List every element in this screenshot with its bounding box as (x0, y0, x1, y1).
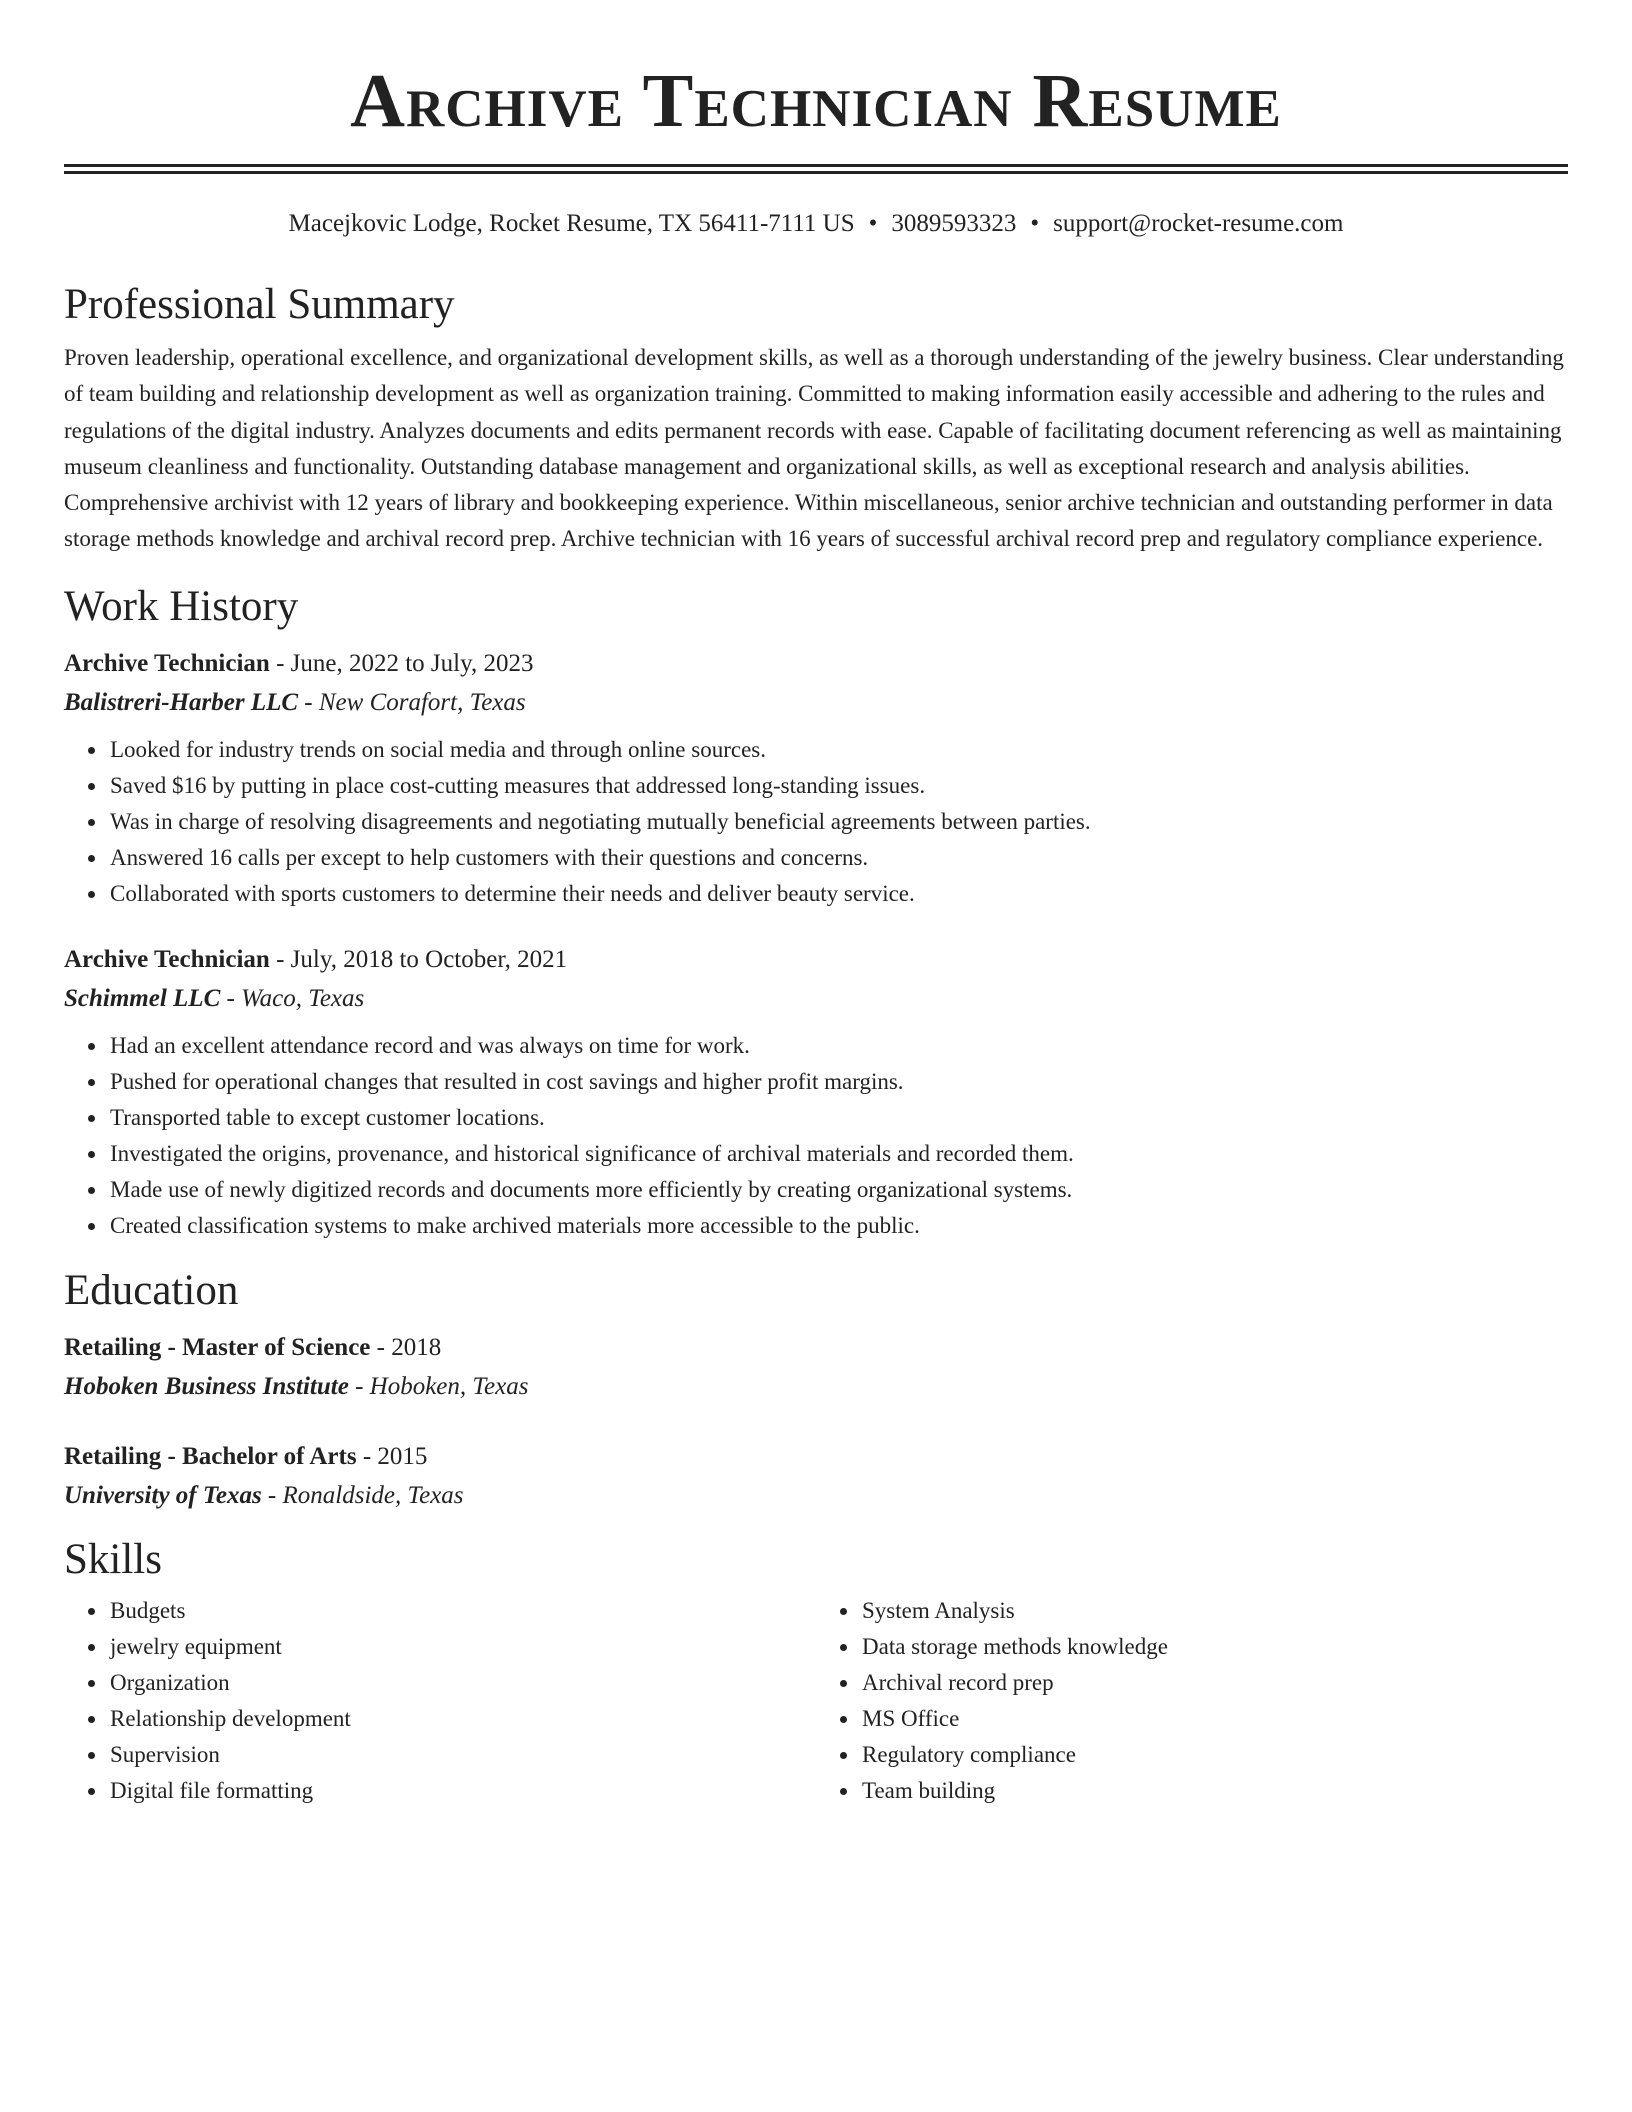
skills-list-right (816, 1593, 1568, 1809)
skills-heading: Skills (64, 1535, 162, 1583)
resume-page (64, 0, 1568, 1809)
school-name: University of Texas (64, 1481, 262, 1509)
job-dates: June, 2022 to July, 2023 (290, 649, 534, 677)
work-entry (64, 940, 1568, 1244)
job-bullet: • Looked for industry trends on social media and through online sources. (108, 732, 1568, 768)
skill-item: • Supervision (108, 1737, 816, 1773)
job-bullet: • Created classification systems to make archived materials more accessible to the public. (108, 1208, 1568, 1244)
contact-address: Macejkovic Lodge, Rocket Resume, TX 56411-7111 US (288, 210, 855, 237)
school-line: University of Texas - Ronaldside, Texas (64, 1481, 464, 1509)
job-bullet: • Collaborated with sports customers to determine their needs and deliver beauty service. (108, 876, 1568, 912)
skill-item: • Regulatory compliance (860, 1737, 1568, 1773)
skill-item: • Team building (860, 1773, 1568, 1809)
skill-item: • MS Office (860, 1701, 1568, 1737)
job-bullet: • Answered 16 calls per except to help customers with their questions and concerns. (108, 840, 1568, 876)
job-dates: July, 2018 to October, 2021 (290, 945, 568, 973)
job-bullet: • Pushed for operational changes that resulted in cost savings and higher profit margins. (108, 1064, 1568, 1100)
education-heading: Education (64, 1266, 239, 1314)
degree-line: Retailing - Bachelor of Arts - 2015 (64, 1442, 428, 1470)
skill-item: • Budgets (108, 1593, 816, 1629)
job-company-line: Schimmel LLC - Waco, Texas (64, 984, 365, 1012)
title-divider (64, 164, 1568, 174)
degree-name: Retailing - Bachelor of Arts (64, 1442, 357, 1470)
job-title: Archive Technician (64, 945, 270, 973)
contact-separator: • (868, 210, 878, 237)
work-history-heading: Work History (64, 582, 299, 630)
job-company: Schimmel LLC (64, 984, 221, 1012)
job-bullet: • Transported table to except customer locations. (108, 1100, 1568, 1136)
school-name: Hoboken Business Institute (64, 1372, 349, 1400)
school-line: Hoboken Business Institute - Hoboken, Texas (64, 1372, 529, 1400)
degree-year: 2015 (377, 1442, 428, 1470)
job-role-line: Archive Technician - July, 2018 to October, 2021 (64, 945, 568, 973)
job-location: Waco, Texas (241, 984, 365, 1012)
work-entry (64, 644, 1568, 912)
job-bullets (64, 1028, 1568, 1244)
degree-year: 2018 (391, 1333, 442, 1361)
job-bullet: • Made use of newly digitized records and documents more efficiently by creating organizational systems. (108, 1172, 1568, 1208)
job-title: Archive Technician (64, 649, 270, 677)
skills-list-left (64, 1593, 816, 1809)
skill-item: • Relationship development (108, 1701, 816, 1737)
education-entry (64, 1437, 1568, 1515)
job-role-line: Archive Technician - June, 2022 to July, 2023 (64, 649, 534, 677)
skill-item: • jewelry equipment (108, 1629, 816, 1665)
job-company-line: Balistreri-Harber LLC - New Corafort, Texas (64, 688, 526, 716)
contact-phone: 3089593323 (891, 210, 1017, 237)
job-bullets (64, 732, 1568, 912)
job-location: New Corafort, Texas (318, 688, 526, 716)
job-bullet: • Investigated the origins, provenance, and historical significance of archival materials and recorded them. (108, 1136, 1568, 1172)
summary-text: Proven leadership, operational excellence, and organizational development skills, as well as a thorough understanding of the jewelry business. Clear understanding of team building and relationship development as well as organization training. Committed to making information easily accessible and adhering to the rules and regulations of the digital industry. Analyzes documents and edits permanent records with ease. Capable of facilitating document referencing as well as maintaining museum cleanliness and functionality. Outstanding database management and organizational skills, as well as exceptional research and analysis abilities. Comprehensive archivist with 12 years of library and bookkeeping experience. Within miscellaneous, senior archive technician and outstanding performer in data storage methods knowledge and archival record prep. Archive technician with 16 years of successful archival record prep and regulatory compliance experience. (64, 345, 1564, 552)
skills-columns (64, 1593, 1568, 1809)
job-bullet: • Saved $16 by putting in place cost-cutting measures that addressed long-standing issues. (108, 768, 1568, 804)
degree-name: Retailing - Master of Science (64, 1333, 371, 1361)
skill-item: • Organization (108, 1665, 816, 1701)
education-entry (64, 1328, 1568, 1406)
school-location: Ronaldside, Texas (282, 1481, 464, 1509)
skill-item: • Digital file formatting (108, 1773, 816, 1809)
job-company: Balistreri-Harber LLC (64, 688, 299, 716)
summary-heading: Professional Summary (64, 281, 455, 328)
job-bullet: • Was in charge of resolving disagreements and negotiating mutually beneficial agreements between parties. (108, 804, 1568, 840)
school-location: Hoboken, Texas (369, 1372, 529, 1400)
job-bullet: • Had an excellent attendance record and was always on time for work. (108, 1028, 1568, 1064)
contact-line (64, 208, 1568, 240)
contact-separator: • (1030, 210, 1040, 237)
skill-item: • System Analysis (860, 1593, 1568, 1629)
skill-item: • Data storage methods knowledge (860, 1629, 1568, 1665)
degree-line: Retailing - Master of Science - 2018 (64, 1333, 442, 1361)
contact-email[interactable]: support@rocket-resume.com (1053, 210, 1344, 237)
resume-title: Archive Technician Resume (350, 59, 1282, 143)
skill-item: • Archival record prep (860, 1665, 1568, 1701)
